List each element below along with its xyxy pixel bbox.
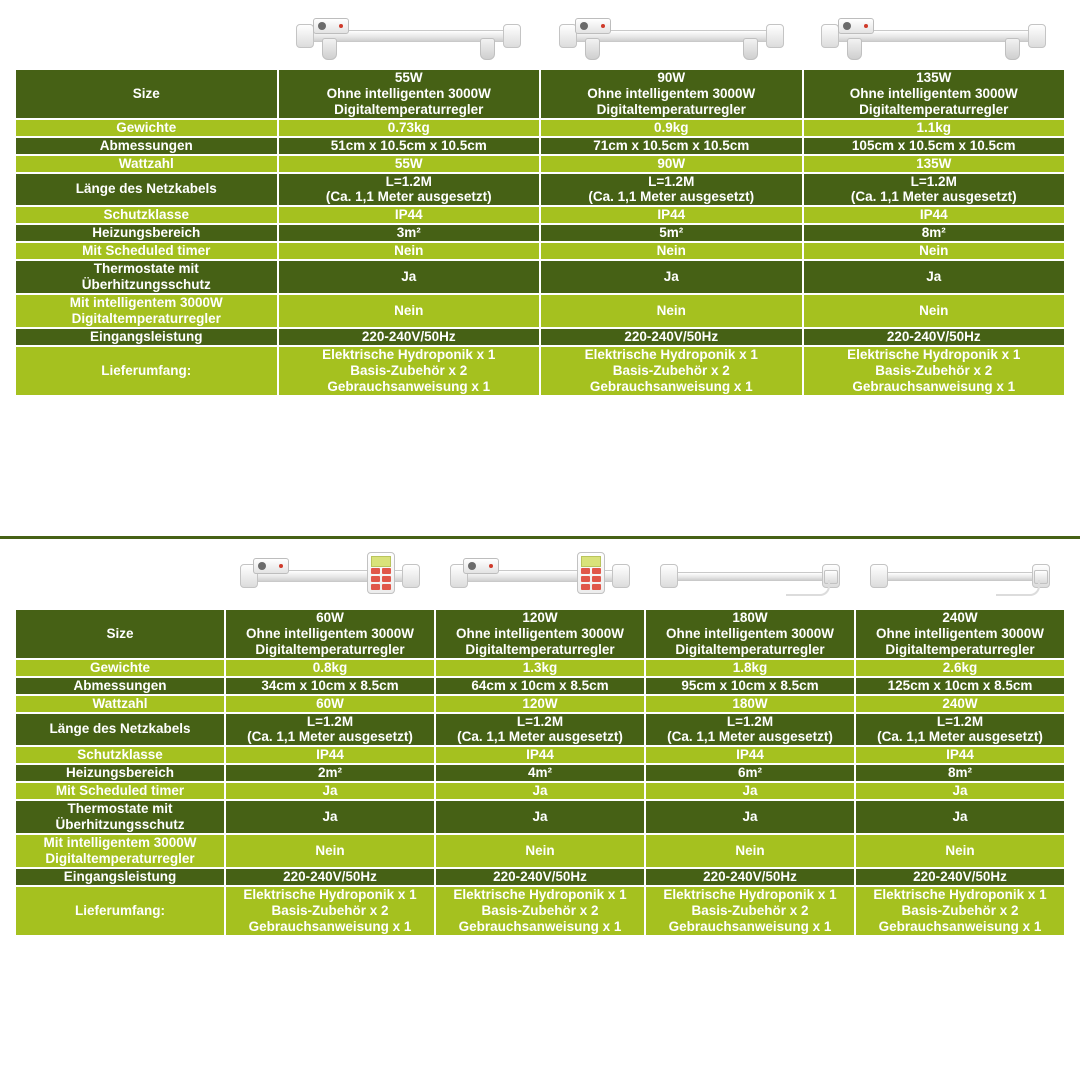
product-subtitle: Ohne intelligentem 3000W bbox=[875, 625, 1045, 641]
heater-endcap-right bbox=[402, 564, 420, 588]
control-knob-icon bbox=[580, 22, 588, 30]
row-label: Mit Scheduled timer bbox=[16, 783, 224, 799]
control-knob-icon bbox=[258, 562, 266, 570]
spec-value: IP44 bbox=[646, 747, 854, 763]
row-label: Abmessungen bbox=[16, 678, 224, 694]
row-label: Mit Scheduled timer bbox=[16, 243, 277, 259]
spec-value: Elektrische Hydroponik x 1 Basis-Zubehör x 2 Gebrauchsanweisung x 1 bbox=[226, 887, 434, 935]
spec-value: 5m² bbox=[541, 225, 802, 241]
remote-buttons bbox=[371, 568, 391, 590]
spec-value: IP44 bbox=[856, 747, 1064, 763]
table-row bbox=[16, 225, 1064, 241]
row-label: Mit intelligentem 3000W Digitaltemperaturregler bbox=[16, 295, 277, 327]
table-row bbox=[16, 714, 1064, 746]
power-led-icon bbox=[489, 564, 493, 568]
product-name: 60W bbox=[316, 610, 344, 625]
spec-value: Ja bbox=[226, 783, 434, 799]
spec-value: 8m² bbox=[804, 225, 1065, 241]
controller-box bbox=[575, 18, 611, 34]
row-label: Mit intelligentem 3000W Digitaltemperaturregler bbox=[16, 835, 224, 867]
spec-value: Ja bbox=[856, 801, 1064, 833]
spec-value: 240W bbox=[856, 696, 1064, 712]
controller-box bbox=[313, 18, 349, 34]
controller-box bbox=[463, 558, 499, 574]
spec-value: 3m² bbox=[279, 225, 540, 241]
spec-value: 180W bbox=[646, 696, 854, 712]
spec-value: Nein bbox=[541, 243, 802, 259]
table-row bbox=[16, 887, 1064, 935]
product-header-cell bbox=[856, 610, 1064, 658]
row-label: Länge des Netzkabels bbox=[16, 714, 224, 746]
table-row bbox=[16, 207, 1064, 223]
product-header-cell bbox=[226, 610, 434, 658]
spec-value: Ja bbox=[856, 783, 1064, 799]
table-row bbox=[16, 783, 1064, 799]
product-subtitle: Digitaltemperaturregler bbox=[334, 101, 484, 117]
product-image-row bbox=[16, 8, 1064, 68]
product-image-120W bbox=[436, 548, 644, 608]
product-subtitle: Ohne intelligentem 3000W bbox=[849, 85, 1018, 101]
table-row bbox=[16, 243, 1064, 259]
product-subtitle: Ohne intelligenten 3000W bbox=[326, 85, 491, 101]
spec-value: 1.8kg bbox=[646, 660, 854, 676]
product-image-135W bbox=[804, 8, 1065, 68]
table-row bbox=[16, 801, 1064, 833]
mounting-foot-left bbox=[847, 38, 862, 60]
table-row bbox=[16, 70, 1064, 118]
heater-illustration bbox=[551, 10, 791, 66]
heater-illustration bbox=[289, 10, 529, 66]
power-led-icon bbox=[339, 24, 343, 28]
row-label: Eingangsleistung bbox=[16, 869, 224, 885]
table-row bbox=[16, 747, 1064, 763]
spec-value: Nein bbox=[804, 295, 1065, 327]
spec-value: IP44 bbox=[226, 747, 434, 763]
spec-value: Elektrische Hydroponik x 1 Basis-Zubehör x 2 Gebrauchsanweisung x 1 bbox=[856, 887, 1064, 935]
mounting-foot-right bbox=[743, 38, 758, 60]
spec-value: 220-240V/50Hz bbox=[279, 329, 540, 345]
table-row bbox=[16, 678, 1064, 694]
spec-value: 71cm x 10.5cm x 10.5cm bbox=[541, 138, 802, 154]
spec-value: IP44 bbox=[541, 207, 802, 223]
product-image-55W bbox=[279, 8, 540, 68]
power-cord bbox=[786, 580, 830, 596]
spec-value: 0.9kg bbox=[541, 120, 802, 136]
spec-value: Ja bbox=[541, 261, 802, 293]
spec-value: 135W bbox=[804, 156, 1065, 172]
spec-value: Ja bbox=[804, 261, 1065, 293]
row-label: Thermostate mit Überhitzungsschutz bbox=[16, 801, 224, 833]
heater-illustration bbox=[654, 550, 845, 606]
spec-value: 1.3kg bbox=[436, 660, 644, 676]
spec-value: 55W bbox=[279, 156, 540, 172]
spec-value: 105cm x 10.5cm x 10.5cm bbox=[804, 138, 1065, 154]
product-subtitle: Digitaltemperaturregler bbox=[465, 641, 615, 657]
product-name: 55W bbox=[394, 70, 423, 85]
table-top bbox=[14, 6, 1066, 397]
product-image-240W bbox=[856, 548, 1064, 608]
row-label: Size bbox=[16, 70, 277, 118]
spec-value: 4m² bbox=[436, 765, 644, 781]
spec-value: 220-240V/50Hz bbox=[804, 329, 1065, 345]
row-label: Gewichte bbox=[16, 120, 277, 136]
heater-endcap-right bbox=[503, 24, 521, 48]
spec-value: 220-240V/50Hz bbox=[856, 869, 1064, 885]
product-subtitle: Ohne intelligentem 3000W bbox=[455, 625, 625, 641]
product-image-180W bbox=[646, 548, 854, 608]
product-image-row bbox=[16, 548, 1064, 608]
heater-endcap-left bbox=[559, 24, 577, 48]
spec-value: Elektrische Hydroponik x 1 Basis-Zubehör x 2 Gebrauchsanweisung x 1 bbox=[804, 347, 1065, 395]
heater-endcap-left bbox=[870, 564, 888, 588]
heater-endcap-right bbox=[766, 24, 784, 48]
table-row bbox=[16, 261, 1064, 293]
spec-value: L=1.2M (Ca. 1,1 Meter ausgesetzt) bbox=[541, 174, 802, 206]
spec-value: IP44 bbox=[279, 207, 540, 223]
section-divider bbox=[0, 536, 1080, 539]
heater-illustration bbox=[444, 550, 635, 606]
heater-illustration bbox=[864, 550, 1055, 606]
heater-endcap-right bbox=[1028, 24, 1046, 48]
mounting-foot-right bbox=[480, 38, 495, 60]
product-header-cell bbox=[541, 70, 802, 118]
spec-value: 220-240V/50Hz bbox=[541, 329, 802, 345]
spec-value: 220-240V/50Hz bbox=[646, 869, 854, 885]
spec-value: 120W bbox=[436, 696, 644, 712]
power-led-icon bbox=[864, 24, 868, 28]
product-name: 180W bbox=[732, 610, 768, 625]
heater-endcap-left bbox=[821, 24, 839, 48]
remote-control-icon bbox=[577, 552, 605, 594]
spec-value: Ja bbox=[646, 801, 854, 833]
spec-table-top bbox=[14, 6, 1066, 397]
power-led-icon bbox=[279, 564, 283, 568]
spec-value: 220-240V/50Hz bbox=[226, 869, 434, 885]
row-label: Heizungsbereich bbox=[16, 225, 277, 241]
spec-value: Nein bbox=[541, 295, 802, 327]
spec-value: 220-240V/50Hz bbox=[436, 869, 644, 885]
row-label: Wattzahl bbox=[16, 696, 224, 712]
spec-value: 125cm x 10cm x 8.5cm bbox=[856, 678, 1064, 694]
table-row bbox=[16, 610, 1064, 658]
spec-value: 1.1kg bbox=[804, 120, 1065, 136]
image-row-spacer bbox=[16, 548, 224, 608]
product-header-cell bbox=[279, 70, 540, 118]
product-name: 90W bbox=[657, 70, 686, 85]
row-label: Thermostate mit Überhitzungsschutz bbox=[16, 261, 277, 293]
spec-value: 90W bbox=[541, 156, 802, 172]
remote-control-icon bbox=[367, 552, 395, 594]
spec-value: L=1.2M (Ca. 1,1 Meter ausgesetzt) bbox=[279, 174, 540, 206]
product-subtitle: Digitaltemperaturregler bbox=[859, 101, 1009, 117]
row-label: Wattzahl bbox=[16, 156, 277, 172]
product-subtitle: Digitaltemperaturregler bbox=[675, 641, 825, 657]
spec-value: L=1.2M (Ca. 1,1 Meter ausgesetzt) bbox=[226, 714, 434, 746]
spec-value: Ja bbox=[436, 801, 644, 833]
table-row bbox=[16, 138, 1064, 154]
table-row bbox=[16, 835, 1064, 867]
mounting-foot-right bbox=[1005, 38, 1020, 60]
mounting-foot-left bbox=[585, 38, 600, 60]
spec-value: IP44 bbox=[436, 747, 644, 763]
table-bottom bbox=[14, 546, 1066, 937]
spec-value: L=1.2M (Ca. 1,1 Meter ausgesetzt) bbox=[856, 714, 1064, 746]
remote-buttons bbox=[581, 568, 601, 590]
product-subtitle: Ohne intelligentem 3000W bbox=[665, 625, 835, 641]
row-label: Lieferumfang: bbox=[16, 887, 224, 935]
spec-value: 8m² bbox=[856, 765, 1064, 781]
row-label: Gewichte bbox=[16, 660, 224, 676]
heater-illustration bbox=[234, 550, 425, 606]
spec-value: 0.8kg bbox=[226, 660, 434, 676]
heater-endcap-right bbox=[612, 564, 630, 588]
row-label: Schutzklasse bbox=[16, 207, 277, 223]
row-label: Lieferumfang: bbox=[16, 347, 277, 395]
table-row bbox=[16, 156, 1064, 172]
row-label: Size bbox=[16, 610, 224, 658]
spec-value: 34cm x 10cm x 8.5cm bbox=[226, 678, 434, 694]
spec-value: 64cm x 10cm x 8.5cm bbox=[436, 678, 644, 694]
product-image-90W bbox=[541, 8, 802, 68]
row-label: Eingangsleistung bbox=[16, 329, 277, 345]
table-row bbox=[16, 869, 1064, 885]
spec-value: Elektrische Hydroponik x 1 Basis-Zubehör x 2 Gebrauchsanweisung x 1 bbox=[646, 887, 854, 935]
heater-endcap-left bbox=[660, 564, 678, 588]
product-header-cell bbox=[804, 70, 1065, 118]
spec-value: L=1.2M (Ca. 1,1 Meter ausgesetzt) bbox=[436, 714, 644, 746]
product-subtitle: Ohne intelligentem 3000W bbox=[587, 85, 756, 101]
heater-illustration bbox=[814, 10, 1054, 66]
spec-value: Nein bbox=[856, 835, 1064, 867]
spec-value: 0.73kg bbox=[279, 120, 540, 136]
table-row bbox=[16, 174, 1064, 206]
spec-value: Nein bbox=[226, 835, 434, 867]
row-label: Abmessungen bbox=[16, 138, 277, 154]
spec-value: Nein bbox=[279, 295, 540, 327]
table-row bbox=[16, 696, 1064, 712]
control-knob-icon bbox=[468, 562, 476, 570]
product-subtitle: Ohne intelligentem 3000W bbox=[245, 625, 415, 641]
product-header-cell bbox=[646, 610, 854, 658]
spec-value: Elektrische Hydroponik x 1 Basis-Zubehör x 2 Gebrauchsanweisung x 1 bbox=[541, 347, 802, 395]
spec-value: Nein bbox=[804, 243, 1065, 259]
product-image-60W bbox=[226, 548, 434, 608]
remote-screen bbox=[581, 556, 601, 567]
spec-value: 2m² bbox=[226, 765, 434, 781]
spec-value: Ja bbox=[646, 783, 854, 799]
product-subtitle: Digitaltemperaturregler bbox=[596, 101, 746, 117]
spec-value: Nein bbox=[436, 835, 644, 867]
spec-value: Nein bbox=[279, 243, 540, 259]
controller-box bbox=[253, 558, 289, 574]
spec-value: 51cm x 10.5cm x 10.5cm bbox=[279, 138, 540, 154]
table-row bbox=[16, 347, 1064, 395]
spec-value: Ja bbox=[436, 783, 644, 799]
row-label: Schutzklasse bbox=[16, 747, 224, 763]
spec-value: Elektrische Hydroponik x 1 Basis-Zubehör x 2 Gebrauchsanweisung x 1 bbox=[279, 347, 540, 395]
table-row bbox=[16, 765, 1064, 781]
control-knob-icon bbox=[318, 22, 326, 30]
control-knob-icon bbox=[843, 22, 851, 30]
spec-value: 95cm x 10cm x 8.5cm bbox=[646, 678, 854, 694]
table-row bbox=[16, 120, 1064, 136]
row-label: Heizungsbereich bbox=[16, 765, 224, 781]
spec-value: Ja bbox=[226, 801, 434, 833]
remote-screen bbox=[371, 556, 391, 567]
product-subtitle: Digitaltemperaturregler bbox=[885, 641, 1035, 657]
product-name: 120W bbox=[522, 610, 558, 625]
spec-table-bottom bbox=[14, 546, 1066, 937]
spec-value: 60W bbox=[226, 696, 434, 712]
spec-value: Elektrische Hydroponik x 1 Basis-Zubehör x 2 Gebrauchsanweisung x 1 bbox=[436, 887, 644, 935]
product-name: 135W bbox=[916, 70, 952, 85]
product-header-cell bbox=[436, 610, 644, 658]
power-led-icon bbox=[601, 24, 605, 28]
spec-value: 6m² bbox=[646, 765, 854, 781]
spec-value: Ja bbox=[279, 261, 540, 293]
controller-box bbox=[838, 18, 874, 34]
spec-value: L=1.2M (Ca. 1,1 Meter ausgesetzt) bbox=[804, 174, 1065, 206]
spec-value: 2.6kg bbox=[856, 660, 1064, 676]
product-name: 240W bbox=[942, 610, 978, 625]
row-label: Länge des Netzkabels bbox=[16, 174, 277, 206]
spec-value: IP44 bbox=[804, 207, 1065, 223]
power-cord bbox=[996, 580, 1040, 596]
table-row bbox=[16, 660, 1064, 676]
spec-value: Nein bbox=[646, 835, 854, 867]
product-subtitle: Digitaltemperaturregler bbox=[255, 641, 405, 657]
table-row bbox=[16, 329, 1064, 345]
image-row-spacer bbox=[16, 8, 277, 68]
spec-value: L=1.2M (Ca. 1,1 Meter ausgesetzt) bbox=[646, 714, 854, 746]
mounting-foot-left bbox=[322, 38, 337, 60]
heater-endcap-left bbox=[296, 24, 314, 48]
table-row bbox=[16, 295, 1064, 327]
